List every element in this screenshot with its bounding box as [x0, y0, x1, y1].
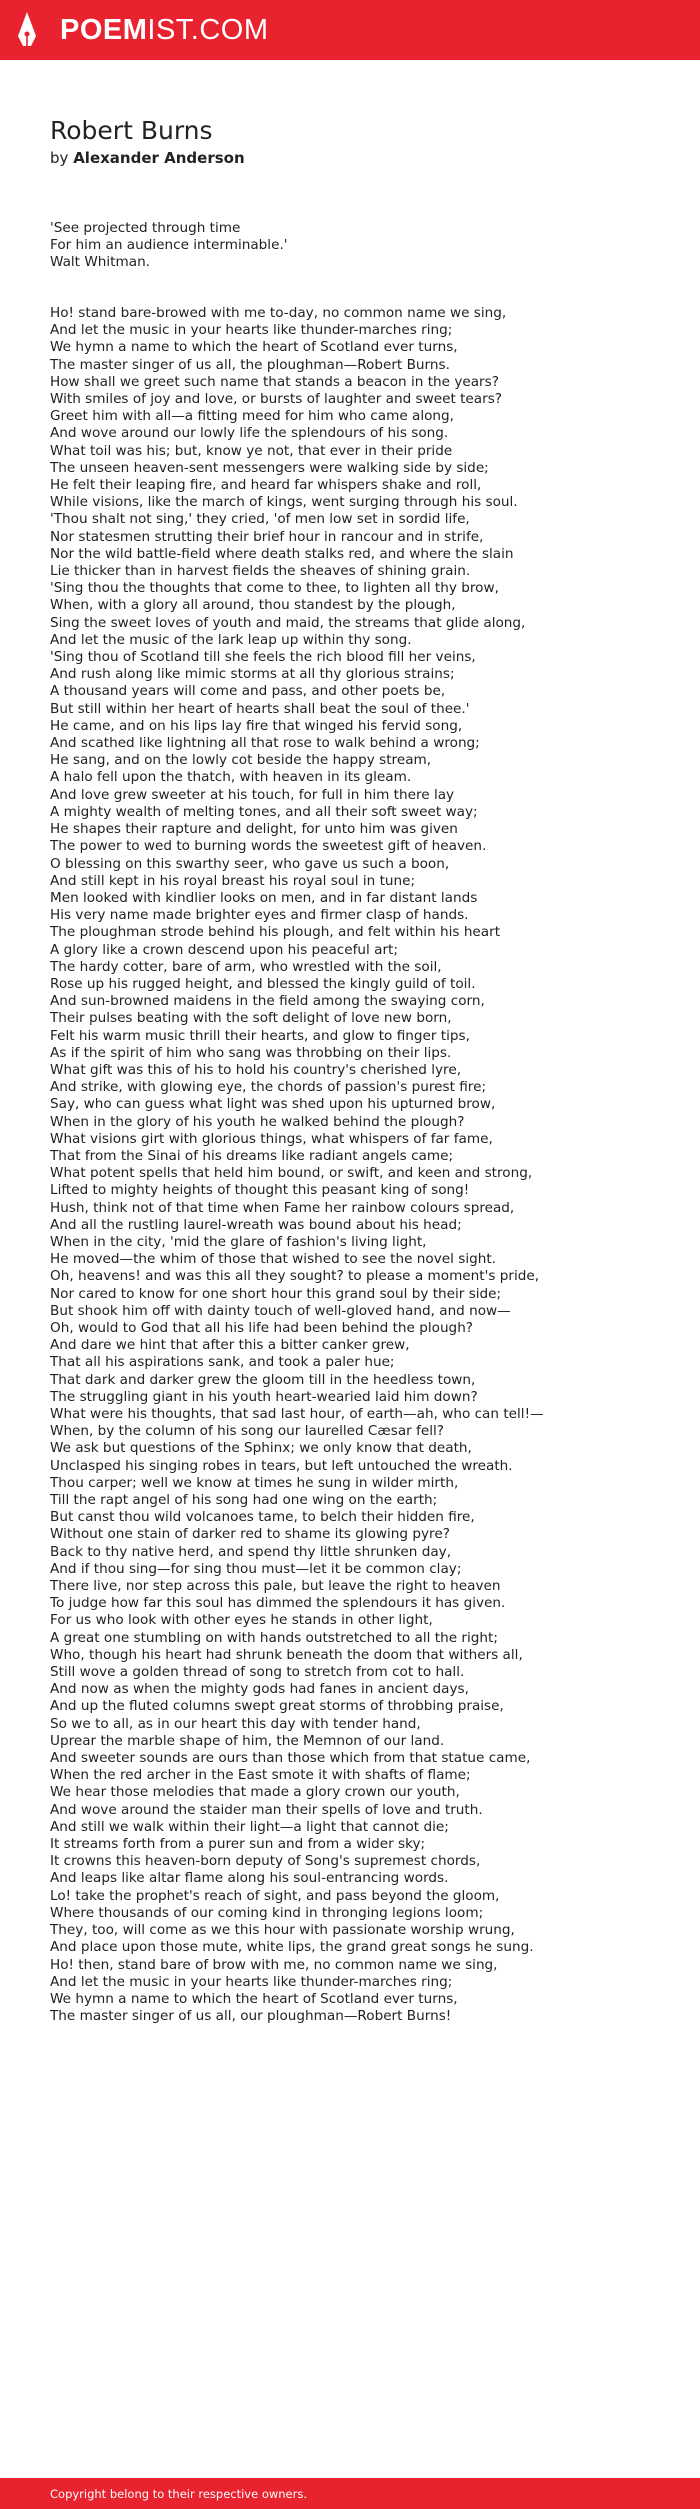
poem-body: [50, 305, 680, 2025]
poem-line: 'Sing thou of Scotland till she feels the rich blood fill her veins,: [50, 649, 476, 666]
poem-line: Where thousands of our coming kind in thronging legions loom;: [50, 1904, 484, 1921]
poem-line: For us who look with other eyes he stands in other light,: [50, 1612, 433, 1629]
poem-line: And if thou sing—for sing thou must—let it be common clay;: [50, 1560, 462, 1577]
poem-line: That dark and darker grew the gloom till in the heedless town,: [50, 1371, 476, 1388]
poem-line: And strike, with glowing eye, the chords of passion's purest fire;: [50, 1079, 487, 1096]
poem-line: What visions girt with glorious things, what whispers of far fame,: [50, 1130, 493, 1147]
poem-line: To judge how far this soul has dimmed the splendours it has given.: [50, 1595, 506, 1612]
poem-line: The master singer of us all, our ploughman—Robert Burns!: [50, 2008, 452, 2025]
poem-line: And wove around our lowly life the splendours of his song.: [50, 425, 449, 442]
poem-line: A glory like a crown descend upon his peaceful art;: [50, 941, 398, 958]
poem-line: The power to wed to burning words the sweetest gift of heaven.: [50, 838, 487, 855]
poem-line: Back to thy native herd, and spend thy little shrunken day,: [50, 1543, 452, 1560]
poem-line: And all the rustling laurel-wreath was bound about his head;: [50, 1216, 462, 1233]
epigraph-line: 'See projected through time: [50, 220, 241, 236]
poem-line: We hymn a name to which the heart of Scotland ever turns,: [50, 339, 458, 356]
poem-line: Rose up his rugged height, and blessed the kingly guild of toil.: [50, 975, 476, 992]
poem-line: But still within her heart of hearts shall beat the soul of thee.': [50, 700, 470, 717]
poem-line: A mighty wealth of melting tones, and all their soft sweet way;: [50, 803, 478, 820]
site-header: [0, 0, 700, 60]
poem-line: The unseen heaven-sent messengers were walking side by side;: [50, 459, 489, 476]
poem-epigraph: [50, 220, 670, 272]
poem-line: The hardy cotter, bare of arm, who wrestled with the soil,: [50, 958, 442, 975]
poem-line: Till the rapt angel of his song had one wing on the earth;: [50, 1492, 438, 1509]
poem-line: Felt his warm music thrill their hearts, and glow to finger tips,: [50, 1027, 470, 1044]
poem-line: And wove around the staider man their spells of love and truth.: [50, 1801, 483, 1818]
poem-line: Sing the sweet loves of youth and maid, the streams that glide along,: [50, 614, 526, 631]
poem-line: O blessing on this swarthy seer, who gave us such a boon,: [50, 855, 450, 872]
poem-line: A thousand years will come and pass, and other poets be,: [50, 683, 446, 700]
poem-line: What potent spells that held him bound, or swift, and keen and strong,: [50, 1165, 533, 1182]
poem-line: Unclasped his singing robes in tears, but left untouched the wreath.: [50, 1457, 513, 1474]
poem-line: He shapes their rapture and delight, for unto him was given: [50, 821, 458, 838]
poem-line: Ho! stand bare-browed with me to-day, no common name we sing,: [50, 305, 507, 321]
poem-line: And still we walk within their light—a light that cannot die;: [50, 1818, 449, 1835]
poem-line: Nor statesmen strutting their brief hour in rancour and in strife,: [50, 528, 484, 545]
poem-line: Ho! then, stand bare of brow with me, no common name we sing,: [50, 1956, 498, 1973]
poem-line: So we to all, as in our heart this day with tender hand,: [50, 1715, 421, 1732]
poem-line: And scathed like lightning all that rose to walk behind a wrong;: [50, 735, 480, 752]
poem-title: Robert Burns: [50, 116, 213, 145]
poem-line: And let the music in your hearts like thunder-marches ring;: [50, 322, 453, 339]
poem-line: While visions, like the march of kings, went surging through his soul.: [50, 494, 518, 511]
poem-line: When in the glory of his youth he walked behind the plough?: [50, 1113, 465, 1130]
poem-line: Men looked with kindlier looks on men, and in far distant lands: [50, 889, 478, 906]
poem-line: How shall we greet such name that stands a beacon in the years?: [50, 373, 499, 390]
poem-line: And place upon those mute, white lips, the grand great songs he sung.: [50, 1939, 534, 1956]
poem-line: And now as when the mighty gods had fanes in ancient days,: [50, 1681, 469, 1698]
logo-text-strong: POEM: [60, 14, 148, 46]
poem-line: That from the Sinai of his dreams like radiant angels came;: [50, 1147, 454, 1164]
poem-line: Still wove a golden thread of song to stretch from cot to hall.: [50, 1664, 465, 1681]
poem-line: What were his thoughts, that sad last hour, of earth—ah, who can tell!—: [50, 1406, 544, 1422]
poem-line: He felt their leaping fire, and heard far whispers shake and roll,: [50, 477, 482, 494]
poem-line: It crowns this heaven-born deputy of Song's supremest chords,: [50, 1853, 481, 1870]
poem-line: But shook him off with dainty touch of well-gloved hand, and now—: [50, 1302, 511, 1319]
poem-line: And leaps like altar flame along his soul-entrancing words.: [50, 1870, 449, 1887]
poem-line: We hear those melodies that made a glory crown our youth,: [50, 1784, 460, 1801]
site-footer: [0, 2478, 700, 2509]
poem-line: The master singer of us all, the ploughman—Robert Burns.: [50, 356, 450, 373]
poem-line: Oh, would to God that all his life had been behind the plough?: [50, 1319, 474, 1336]
logo-text-light: IST.COM: [147, 14, 269, 46]
poem-line: And up the fluted columns swept great storms of throbbing praise,: [50, 1698, 504, 1715]
poem-line: He moved—the whim of those that wished to see the novel sight.: [50, 1251, 497, 1268]
poem-line: And let the music of the lark leap up within thy song.: [50, 631, 412, 648]
poem-line: Without one stain of darker red to shame its glowing pyre?: [50, 1526, 450, 1543]
poem-line: When in the city, 'mid the glare of fashion's living light,: [50, 1233, 427, 1250]
epigraph-line: For him an audience interminable.': [50, 237, 288, 254]
author-link[interactable]: Alexander Anderson: [73, 149, 245, 167]
site-logo[interactable]: [60, 13, 269, 47]
poem-line: He sang, and on the lowly cot beside the happy stream,: [50, 752, 432, 769]
poem-line: It streams forth from a purer sun and from a wider sky;: [50, 1836, 426, 1853]
poem-line: 'Thou shalt not sing,' they cried, 'of men low set in sordid life,: [50, 511, 470, 528]
by-label: by: [50, 149, 69, 167]
poem-line: 'Sing thou the thoughts that come to thee, to lighten all thy brow,: [50, 580, 499, 597]
poem-line: Lo! take the prophet's reach of sight, and pass beyond the gloom,: [50, 1887, 500, 1904]
poem-line: That all his aspirations sank, and took a paler hue;: [50, 1354, 395, 1371]
poem-line: And sun-browned maidens in the field among the swaying corn,: [50, 993, 485, 1010]
epigraph-line: Walt Whitman.: [50, 254, 151, 271]
poem-line: His very name made brighter eyes and firmer clasp of hands.: [50, 907, 469, 924]
poem-line: As if the spirit of him who sang was throbbing on their lips.: [50, 1044, 452, 1061]
poem-line: He came, and on his lips lay fire that winged his fervid song,: [50, 717, 463, 734]
poem-line: The struggling giant in his youth heart-wearied laid him down?: [50, 1388, 478, 1405]
poem-line: And let the music in your hearts like thunder-marches ring;: [50, 1973, 453, 1990]
poem-line: We ask but questions of the Sphinx; we only know that death,: [50, 1440, 472, 1457]
poem-line: And dare we hint that after this a bitter canker grew,: [50, 1337, 410, 1354]
poem-line: When the red archer in the East smote it with shafts of flame;: [50, 1767, 471, 1784]
poem-line: The ploughman strode behind his plough, and felt within his heart: [50, 924, 501, 941]
poem-line: Hush, think not of that time when Fame her rainbow colours spread,: [50, 1199, 515, 1216]
poem-line: They, too, will come as we this hour with passionate worship wrung,: [50, 1922, 515, 1939]
poem-line: And love grew sweeter at his touch, for full in him there lay: [50, 786, 455, 803]
poem-line: Greet him with all—a fitting meed for him who came along,: [50, 408, 454, 425]
poem-line: What toil was his; but, know ye not, that ever in their pride: [50, 442, 453, 459]
poem-line: Who, though his heart had shrunk beneath the doom that withers all,: [50, 1646, 523, 1663]
poem-line: And sweeter sounds are ours than those which from that statue came,: [50, 1750, 531, 1767]
fountain-pen-nib-icon[interactable]: [16, 10, 38, 50]
poem-line: What gift was this of his to hold his country's cherished lyre,: [50, 1061, 462, 1078]
poem-line: Lifted to mighty heights of thought this peasant king of song!: [50, 1182, 470, 1199]
poem-line: We hymn a name to which the heart of Scotland ever turns,: [50, 1990, 458, 2007]
poem-line: Lie thicker than in harvest fields the sheaves of shining grain.: [50, 563, 471, 580]
poem-line: Uprear the marble shape of him, the Memnon of our land.: [50, 1732, 445, 1749]
copyright-text: Copyright belong to their respective owners.: [50, 2487, 308, 2501]
poem-line: And still kept in his royal breast his royal soul in tune;: [50, 872, 416, 889]
poem-line: But canst thou wild volcanoes tame, to belch their hidden fire,: [50, 1509, 475, 1526]
poem-line: With smiles of joy and love, or bursts of laughter and sweet tears?: [50, 391, 503, 408]
byline: [50, 148, 670, 168]
poem-line: Thou carper; well we know at times he sung in wilder mirth,: [50, 1474, 459, 1491]
poem-line: Say, who can guess what light was shed upon his upturned brow,: [50, 1096, 496, 1113]
poem-line: Nor cared to know for one short hour this grand soul by their side;: [50, 1285, 502, 1302]
poem-line: A great one stumbling on with hands outstretched to all the right;: [50, 1629, 498, 1646]
poem-line: And rush along like mimic storms at all thy glorious strains;: [50, 666, 455, 683]
poem-line: When, by the column of his song our laurelled Cæsar fell?: [50, 1423, 445, 1440]
poem-line: Oh, heavens! and was this all they sought? to please a moment's pride,: [50, 1268, 540, 1285]
poem-line: There live, nor step across this pale, but leave the right to heaven: [50, 1578, 501, 1595]
poem-line: Their pulses beating with the soft delight of love new born,: [50, 1010, 452, 1027]
poem-line: When, with a glory all around, thou standest by the plough,: [50, 597, 456, 614]
poem-line: A halo fell upon the thatch, with heaven in its gleam.: [50, 769, 412, 786]
poem-line: Nor the wild battle-field where death stalks red, and where the slain: [50, 545, 514, 562]
poem-header: [50, 114, 670, 168]
